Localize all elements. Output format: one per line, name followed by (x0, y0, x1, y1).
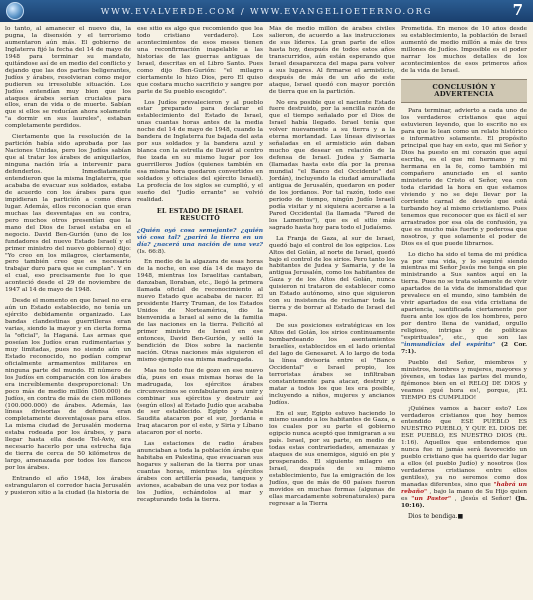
paragraph (401, 252, 527, 356)
column-2 (137, 26, 263, 598)
section-heading: EL ESTADO DE ISRAEL RESUCITÓ (156, 207, 244, 223)
paragraph (401, 406, 527, 510)
paragraph: Mas no todo fue de gozo en ese nuevo día, pues en esas mismas horas de la madrugada, los ejércitos árabes circunvecinos se confabularon para unir y combinar sus ejércitos y destruir así (según ellos) al Estado Judío que acababa de ser establecido. Egipto y Arabia Saudita atacaron por el sur, Jordania e Iraq atacaron por el este, y Siria y Líbano atacaron por el norte. (137, 367, 263, 437)
paragraph: Para terminar, advierto a cada uno de los verdaderos cristianos que aquí estuvieren leyendo, que lo escrito no es para que lo lean como un relato histórico e informativo solamente. El propósito principal que hay en esto, que mi Señor y Dios ha puesto en mi corazón que aquí escriba, es el que mi hermano y mi hermana en la fe, como también mi compañero anunciado en el santo ministerio de Cristo el Señor, vea con toda claridad la hora en que estamos viviendo y no se deje llevar por la corriente carnal de desvío que está turbando hoy al mismo cristianismo. Pues tenemos que reconocer que es fácil el ser arrastrados por esa ola de confusión, ya que es mucho más fuerte y poderosa que nosotros, y que solamente el poder de Dios es el que puede librarnos. (401, 108, 527, 247)
paragraph: Desde el momento en que Israel no era aún un Estado establecido, no tenía un ejército debidamente organizado. Las bandas clandestinas guerrilleras eran varias, siendo la mayor y en cierta forma la "oficial", la Haganá. Las armas que poseían los Judíos eran rudimentarias y muy limitadas, pues no siendo aún un Estado reconocido, no podían comprar oficialmente armamentos militares en ninguna parte del mundo. El número de los Judíos en comparación con los árabes era increíblemente desproporcional: Un poco más de medio millón (500.000) de Judíos, en contra de más de cien millones (100.000.000) de árabes. Además, las líneas divisorias de defensa eran completamente desventajosas para ellos. La misma ciudad de Jerusalén moderna estaba rodeada por los árabes, y para llegar hasta ella desde Tel-Aviv, era necesario hacerlo por una estrecha faja de tierra de cerca de 50 kilómetros de largo, amenazada por todos los flancos por los árabes. (5, 298, 131, 472)
column-4 (401, 26, 527, 598)
text: Lo dicho ha sido el tema de mi prédica ya por una vida, y lo seguiré siendo mientras mi Señor Jesús me tenga en pie ministrando a Sus santos aquí en la tierra. Pues no se trata solamente de vivir apartados de la vida de inmoralidad que prevalece en el mundo, sino también de vivir apartados de esa vida cristiana de apariencia, santificada ciertamente por fuera ante los ojos de los hombres, pero por dentro llena de vanidad, orgullo religioso, intrigas y de políticas "espirituales", etc., que son las (401, 251, 527, 341)
paragraph: lo tanto, al amanecer el nuevo día, la pugna, la disensión y el terrorismo aumentaron aún más. El gobierno de Inglaterra fijó la fecha del 14 de mayo de 1948 para terminar su mandato, quitándose así de en medio del conflicto y dejando que las dos partes beligerantes, Judíos y árabes, resolvieran como mejor pudieren su irresoluble situación. Los Judíos entendían muy bien que los ataques árabes serían cruciales para ellos, eran de vida o de muerte. Sabían que si ellos se reducían ahora solamente "a dormir en sus laureles", estaban completamente perdidos. (5, 26, 131, 130)
paragraph: Prometida. En menos de 10 años desde su establecimiento, la población de Israel aumentó de medio millón a más de tres millones de Judíos. Imposible es el poder narrar los muchos detalles de los acontecimientos de esos primeros años de la vida de Israel. (401, 26, 527, 74)
paragraph: De sus posiciones estratégicas en los Altos del Golán, los sirios continuamente bombardeando los asentamientos Israelíes, establecidos en el lado oriental del lago de Genesaret. A lo largo de toda la línea divisoria entre el "Banco Occidental" e Israel propio, los terroristas árabes se infiltraban constantemente para atacar, destruir y matar a todos los que les era posible, incluyendo a niños, mujeres y ancianos Judíos. (269, 323, 395, 406)
conclusion-heading: CONCLUSIÓN Y ADVERTENCIA (401, 79, 527, 104)
quote-text: "habrá un rebaño" (401, 481, 527, 495)
page-header (0, 0, 533, 22)
paragraph: Ciertamente que la resolución de la partición había sido aprobada por las Naciones Unidas, pero los Judíos sabían que al tratar los árabes de aniquilarlos, ninguna nación iría a intervenir para defenderlos. Inmediatamente entendieron que la misma Inglaterra, que acababa de evacuar sus soldados, estaba de acuerdo con los árabes para que impidieran la partición a como diera lugar. Además, ellos reconocían que eran muchas las desventajas en su contra, pero muchos otros presentían que la mano del Dios de Israel estaba en el negocio. David Ben-Gurión (uno de los fundadores del nuevo Estado Israelí y el primer ministro del nuevo gobierno) dijo: "Yo creo en los milagros, ciertamente, pero también creo que es necesario trabajar duro para que se cumplan". Y en el cual, eso precisamente fue lo que aconteció desde el 29 de noviembre de 1947 al 14 de mayo de 1948. (5, 134, 131, 294)
paragraph: Los Judíos prevalecieron y al pueblo estar preparado para declarar el establecimiento del Estado de Israel, unas cuantas horas antes de la media noche del 14 de mayo de 1948, cuando la bandera de Inglaterra fue bajada del asta por sus soldados y la bandera azul y blanca con la estrella de David al centro fue izada en su mismo lugar por los guerrilleros Judíos (quienes también en esa misma hora quedaron convertidos en soldados y oficiales del ejército Israelí). La profecía de los siglos se cumplió, y el sueño del "Judío errante" se volvió realidad. (137, 99, 263, 203)
scripture-quote (137, 228, 263, 256)
column-1 (5, 26, 131, 598)
paragraph: En el sur, Egipto estuvo haciendo lo mismo usando a los habitantes de Gaza, a los cuales por su parte el gobierno egipcio nunca aceptó que inmigraran a su país. Israel, por su parte, en medio de todas estas contrariedades, amenazas y ataques de sus enemigos, siguió en pie y prosperando. El siguiente milagro en Israel, después de su mismo establecimiento, fue la emigración de los Judíos, que de más de 60 países fueron movidos en muchas formas (algunas de ellas marcadamente sobrenaturales) para regresar a la Tierra (269, 410, 395, 507)
page-number: 7 (512, 1, 523, 19)
globe-icon (6, 2, 24, 20)
paragraph: Entrando el año 1948, los árabes estrangularon el corredor hacia Jerusalén y pusieron sitio a la ciudad (la historia de (5, 476, 131, 496)
column-3 (269, 26, 395, 598)
text: , bajo la mano de Su Hijo quien es (401, 489, 527, 502)
text: ¡Quiénes vamos a hacer esto? Los verdaderos cristianos que hoy hemos entendido que ESE PUEBLO ES NUESTRO PUEBLO, Y QUE EL DIOS DE ESE PUEBLO, ES NUESTRO DIOS (Rt. 1:16). Aquellos que entendemos que nunca fue ni jamás será favorecido un pueblo cristiano que ha querido dar lugar a ellos (el pueblo Judío) y nosotros (los verdaderos cristianos entre ellos gentiles), ya no seremos como dos manadas diferentes, sino que (401, 405, 527, 489)
quote-text: ¿Quién oyó cosa semejante? ¿quién vió cosa tal? ¿parirá la tierra en un día? ¿nacerá una nación de una vez? (137, 226, 263, 248)
text: , ¡Jesús el Señor! (454, 495, 512, 502)
quote-ref: (Jn. 10:16). (401, 494, 527, 509)
paragraph: No era posible que el naciente Estado fuere destruido, por la sencilla razón de que el tiempo señalado por el Dios de Israel había llegado. Israel tenía que volver nuevamente a su tierra y a la eterna mortandad. Las líneas divisorias señaladas en el armisticio aún daban mucho que desear en relación de la defensa de Israel. Judea y Samaria (llamadas hasta este día por la prensa mundial "el Banco del Occidente" del Jordán), incluyendo la ciudad amurallada antigua de Jerusalén, quedaron en poder de los jordanos. Por tal razón, todo ese periodo de tiempo, ningún Judío Israelí podía visitar y ni siquiera acercarse a la Pared Occidental (la llamada "Pared de los Lamentos"), que es el sitio más sagrado hasta hoy para todo el Judaísmo. (269, 99, 395, 231)
paragraph: Más de medio millón de árabes civiles salieron, de acuerdo a las instrucciones de sus líderes. La gran parte de ellos hasta hoy, después de todos estos años transcurridos, aún están esperando que Israel desaparezca del mapa para volver a sus lugares. Al firmarse el armisticio, después de más de un año de este ataque, Israel quedó con mayor porción de tierra que en la partición. (269, 26, 395, 95)
closing-line: Dios te bendiga.■ (408, 512, 464, 520)
paragraph: La Franja de Gaza, al sur de Israel, quedó bajo el control de los egipcios. Los Altos del Golán, al norte de Israel, quedó bajo el control de los sirios. Pero tanto los habitantes de Judea y Samaria, y de la antigua Jerusalén, como los habitantes de Gaza y de los Altos del Golán, nunca quisieron ni trataron de establecer como un Estado autónomo, sino que siguieron con su insistencia de reclamar toda la tierra y de borrar al Estado de Israel del mapa. (269, 235, 395, 319)
paragraph: En medio de la algazara de esas horas de la noche, en ese día 14 de mayo de 1948, mientras los Israelitas cantaban, danzaban, lloraban, etc., llegó la primera llamada oficial de reconocimiento al nuevo Estado que acababa de nacer. El presidente Harry Truman, de los Estados Unidos de Norteamérica, dio la bienvenida a Israel al seno de la familia de las naciones en la tierra. Felicitó al primer ministro de Israel en ese entonces, David Ben-Gurión, y selló la bendición de Dios sobre la naciente nación. Otras naciones más siguieron el mismo ejemplo esa misma madrugada. (137, 259, 263, 363)
paragraph: Pueblo del Señor, miembros y ministros, hombres y mujeres, mayores y jóvenes, en todas las partes del mundo, fijémonos bien en el RELOJ DE DIOS y veamos ¡qué hora es!, porque, ¡EL TIEMPO ES CUMPLIDO! (401, 359, 527, 401)
quote-ref: (2 Cor. 7:1). (401, 340, 527, 355)
quote-ref: (Is. 66:8). (137, 248, 166, 255)
header-url: WWW.EVALVERDE.COM / WWW.EVANGELIOETERNO.ORG (100, 6, 433, 16)
paragraph: ese sitio es algo que recomiendo que lea todo cristiano verdadero). Los acontecimientos de esos meses tienen una reconfirmación inapelable a las historias de las guerras antiguas de Israel, descritas en el Libro Santo. Pues como dijo Ben-Gurión: "el milagro ciertamente lo hizo Dios, pero El quiso que costara mucho sacrificio y sangre por parte de Su pueblo escogido". (137, 26, 263, 95)
paragraph: Las estaciones de radio árabes anunciaban a toda la población árabe que habitaba en Palestina, que evacuaran sus hogares y salieran de la tierra por unas cuantas horas, mientras los ejércitos árabes con artillería pesada, tanques y aviones, acababan de una vez por todas a los Judíos, echándolos al mar y recapturando toda la tierra. (137, 441, 263, 503)
quote-text: "inmundicias del espíritu" (401, 340, 496, 348)
quote-text: "un Pastor" (411, 494, 452, 502)
article-body (5, 26, 528, 598)
